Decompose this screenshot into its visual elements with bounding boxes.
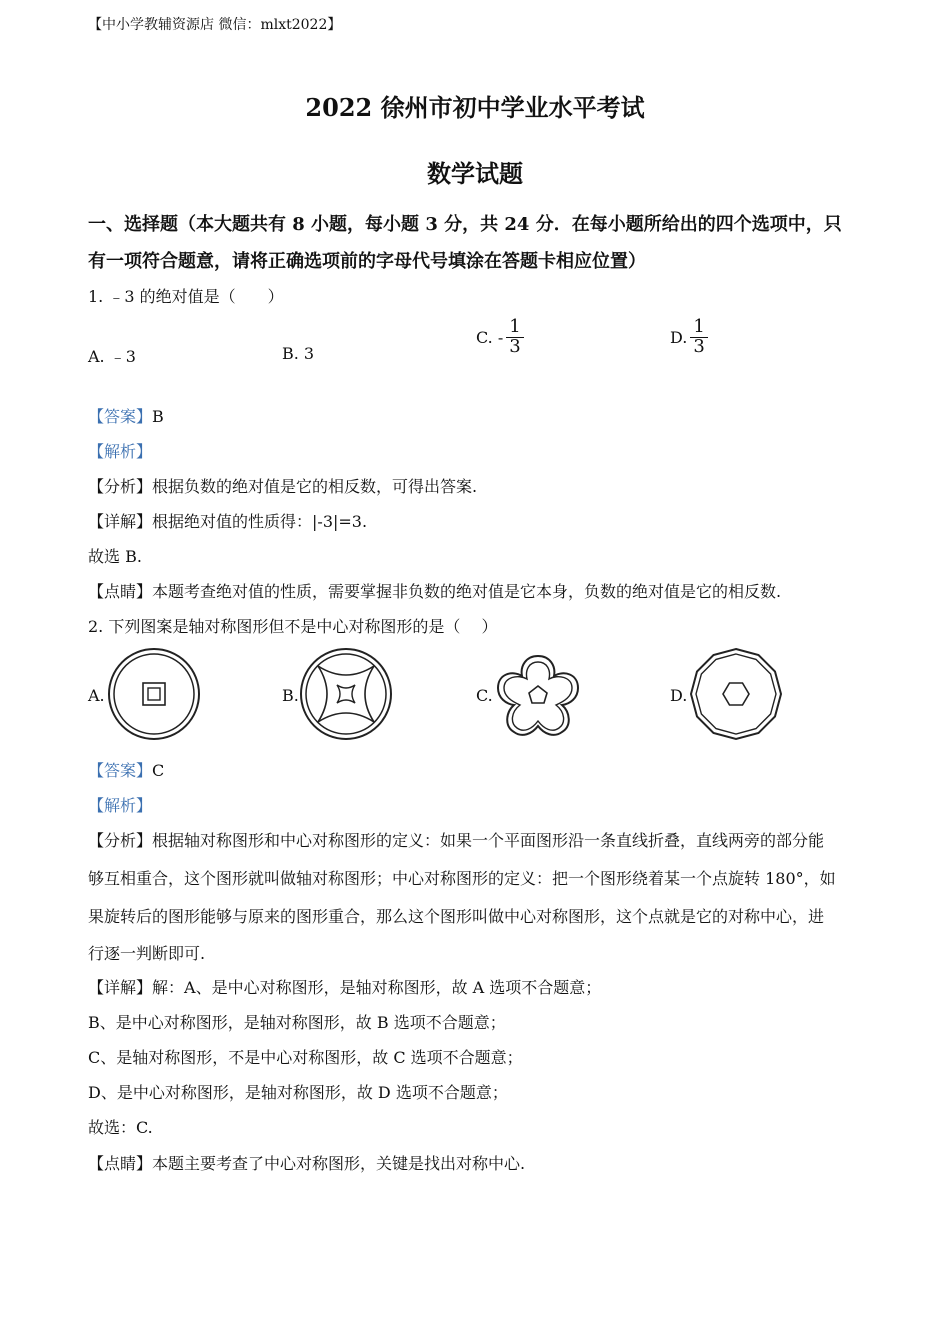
q1-option-c: [476, 318, 524, 357]
q1-xiangjie: [88, 509, 367, 532]
q2-stem: 2. 下列图案是轴对称图形但不是中心对称图形的是（ ）: [88, 617, 498, 636]
fraction-numerator: 1: [690, 318, 707, 338]
q1-option-d-prefix: D.: [670, 327, 688, 347]
dianjing-tag: 【点睛】: [88, 582, 153, 601]
fenxi-text: 根据轴对称图形和中心对称图形的定义：如果一个平面图形沿一条直线折叠，直线两旁的部分能: [152, 831, 825, 850]
q2-xiangjie-line-2: B、是中心对称图形，是轴对称图形，故 B 选项不合题意；: [88, 1013, 506, 1032]
q1-option-b: B. 3: [282, 344, 315, 363]
q1-dianjing: [88, 579, 781, 602]
figure-b-coin-concave-star: [298, 646, 394, 742]
fenxi-text: 根据负数的绝对值是它的相反数，可得出答案.: [152, 477, 478, 496]
q2-option-b-label: B.: [282, 686, 299, 705]
q1-answer: [88, 404, 164, 427]
xiangjie-text: 根据绝对值的性质得：|-3|=3.: [152, 512, 368, 531]
figure-a-coin-square-hole: [106, 646, 202, 742]
q2-fenxi-line-2: 够互相重合，这个图形就叫做轴对称图形；中心对称图形的定义：把一个图形绕着某一个点旋转 180°，如: [88, 869, 836, 888]
answer-tag: 【答案】: [88, 407, 153, 426]
fenxi-tag: 【分析】: [88, 831, 153, 850]
section-heading-line2: 有一项符合题意，请将正确选项前的字母代号填涂在答题卡相应位置）: [88, 251, 646, 272]
q1-analysis-tag: 【解析】: [88, 442, 153, 461]
section-heading-line1: 一、选择题（本大题共有 8 小题，每小题 3 分，共 24 分．在每小题所给出的四个选项中，只: [88, 214, 842, 235]
q2-choose: 故选：C.: [88, 1118, 153, 1137]
answer-value: B: [152, 407, 164, 426]
q2-xiangjie-line-3: C、是轴对称图形，不是中心对称图形，故 C 选项不合题意；: [88, 1048, 523, 1067]
figure-d-dodecagon-hexagon: [688, 646, 784, 742]
xiangjie-tag: 【详解】: [88, 512, 153, 531]
q2-xiangjie-line-4: D、是中心对称图形，是轴对称图形，故 D 选项不合题意；: [88, 1083, 508, 1102]
q1-fenxi: [88, 474, 477, 497]
fraction-denominator: 3: [693, 335, 705, 357]
figure-c-flower-pentagon: [492, 650, 584, 742]
xiangjie-tag: 【详解】: [88, 978, 153, 997]
dianjing-text: 本题主要考查了中心对称图形，关键是找出对称中心.: [152, 1154, 526, 1173]
page-title: 2022 徐州市初中学业水平考试: [305, 93, 645, 122]
q2-dianjing: [88, 1151, 525, 1174]
q1-option-d-fraction: [690, 318, 707, 357]
q2-answer: [88, 758, 164, 781]
xiangjie-text: 解：A、是中心对称图形，是轴对称图形，故 A 选项不合题意；: [152, 978, 602, 997]
q1-stem: 1. ﹣3 的绝对值是（ ）: [88, 287, 284, 306]
q1-option-c-prefix: C. -: [476, 327, 504, 347]
q1-option-d: [670, 318, 708, 357]
q1-option-a: A. ﹣3: [88, 347, 136, 366]
fenxi-tag: 【分析】: [88, 477, 153, 496]
answer-value: C: [152, 761, 165, 780]
q2-option-a-label: A.: [88, 686, 105, 705]
q1-choose: 故选 B.: [88, 547, 142, 566]
q2-fenxi-line-3: 果旋转后的图形能够与原来的图形重合，那么这个图形叫做中心对称图形，这个点就是它的对称中心，进: [88, 907, 825, 926]
page-header: 【中小学教辅资源店 微信：mlxt2022】: [88, 17, 342, 33]
answer-tag: 【答案】: [88, 761, 153, 780]
q2-xiangjie-line-1: [88, 975, 601, 998]
q1-option-c-fraction: [506, 318, 523, 357]
dianjing-tag: 【点睛】: [88, 1154, 153, 1173]
page-subtitle: 数学试题: [427, 159, 523, 188]
fraction-denominator: 3: [509, 335, 521, 357]
q2-option-c-label: C.: [476, 686, 493, 705]
q2-fenxi-line-1: [88, 828, 824, 851]
q2-analysis-tag: 【解析】: [88, 796, 153, 815]
dianjing-text: 本题考查绝对值的性质，需要掌握非负数的绝对值是它本身，负数的绝对值是它的相反数.: [152, 582, 782, 601]
fraction-numerator: 1: [506, 318, 523, 338]
q2-option-d-label: D.: [670, 686, 688, 705]
q2-fenxi-line-4: 行逐一判断即可.: [88, 944, 206, 963]
